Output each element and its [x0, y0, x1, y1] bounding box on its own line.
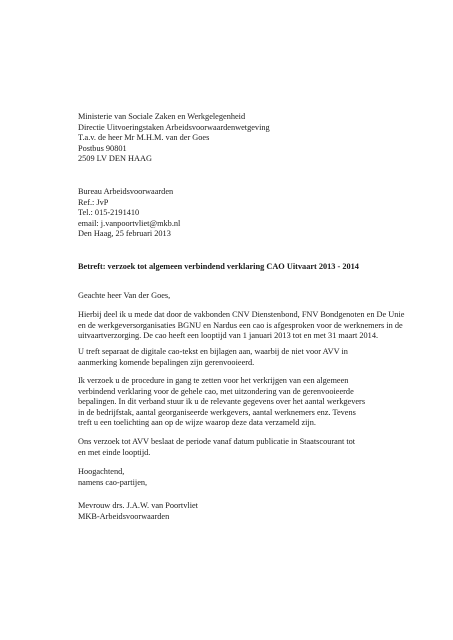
paragraph-line: in de bedrijfstak, aantal georganiseerde werkgevers, aantal werknemers enz. Tevens [78, 407, 356, 417]
letter-date: Den Haag, 25 februari 2013 [78, 229, 171, 239]
paragraph-line: aanmerking komende bepalingen zijn gerenvooieerd. [78, 357, 255, 367]
recipient-line: Ministerie van Sociale Zaken en Werkgelegenheid [78, 112, 246, 121]
paragraph-2 [78, 347, 438, 368]
paragraph-4 [78, 437, 438, 458]
sender-line: Ref.: JvP [78, 197, 109, 207]
salutation: Geachte heer Van der Goes, [78, 291, 171, 300]
paragraph-line: bepalingen. In dit verband stuur ik u de relevante gegevens over het aantal werkgevers [78, 397, 366, 407]
recipient-line: 2509 LV DEN HAAG [78, 154, 152, 164]
paragraph-1 [78, 310, 438, 342]
closing-line: namens cao-partijen, [78, 477, 148, 487]
signatory-organization: MKB-Arbeidsvoorwaarden [78, 511, 170, 521]
paragraph-3 [78, 376, 438, 429]
signatory-name: Mevrouw drs. J.A.W. van Poortvliet [78, 501, 198, 510]
paragraph-line: uitvaartverzorging. De cao heeft een looptijd van 1 januari 2013 tot en met 31 maart 2014. [78, 331, 379, 341]
paragraph-line: Ik verzoek u de procedure in gang te zetten voor het verkrijgen van een algemeen [78, 376, 349, 385]
paragraph-line: treft u een toelichting aan op de wijze waarop deze data verzameld zijn. [78, 418, 316, 428]
paragraph-line: en de werkgeversorganisaties BGNU en Nardus een cao is afgesproken voor de werknemers in de [78, 320, 403, 330]
sender-line: Tel.: 015-2191410 [78, 208, 140, 218]
paragraph-line: Ons verzoek tot AVV beslaat de periode vanaf datum publicatie in Staatscourant tot [78, 437, 356, 446]
closing-line: Hoogachtend, [78, 467, 125, 476]
sender-info [78, 187, 438, 240]
recipient-address [78, 112, 438, 165]
sender-email: email: j.vanpoortvliet@mkb.nl [78, 218, 181, 228]
closing [78, 467, 438, 488]
subject-line: Betreft: verzoek tot algemeen verbindend verklaring CAO Uitvaart 2013 - 2014 [78, 262, 359, 271]
sender-line: Bureau Arbeidsvoorwaarden [78, 187, 174, 196]
recipient-line: T.a.v. de heer Mr M.H.M. van der Goes [78, 133, 210, 143]
paragraph-line: verbindend verklaring voor de gehele cao, met uitzondering van de gerenvooieerde [78, 386, 354, 396]
paragraph-line: U treft separaat de digitale cao-tekst en bijlagen aan, waarbij de niet voor AVV in [78, 347, 348, 356]
recipient-line: Directie Uitvoeringstaken Arbeidsvoorwaardenwetgeving [78, 122, 270, 132]
recipient-line: Postbus 90801 [78, 143, 127, 153]
paragraph-line: en met einde looptijd. [78, 447, 151, 457]
signature-block [78, 501, 438, 522]
paragraph-line: Hierbij deel ik u mede dat door de vakbonden CNV Dienstenbond, FNV Bondgenoten en De Unie [78, 310, 405, 319]
